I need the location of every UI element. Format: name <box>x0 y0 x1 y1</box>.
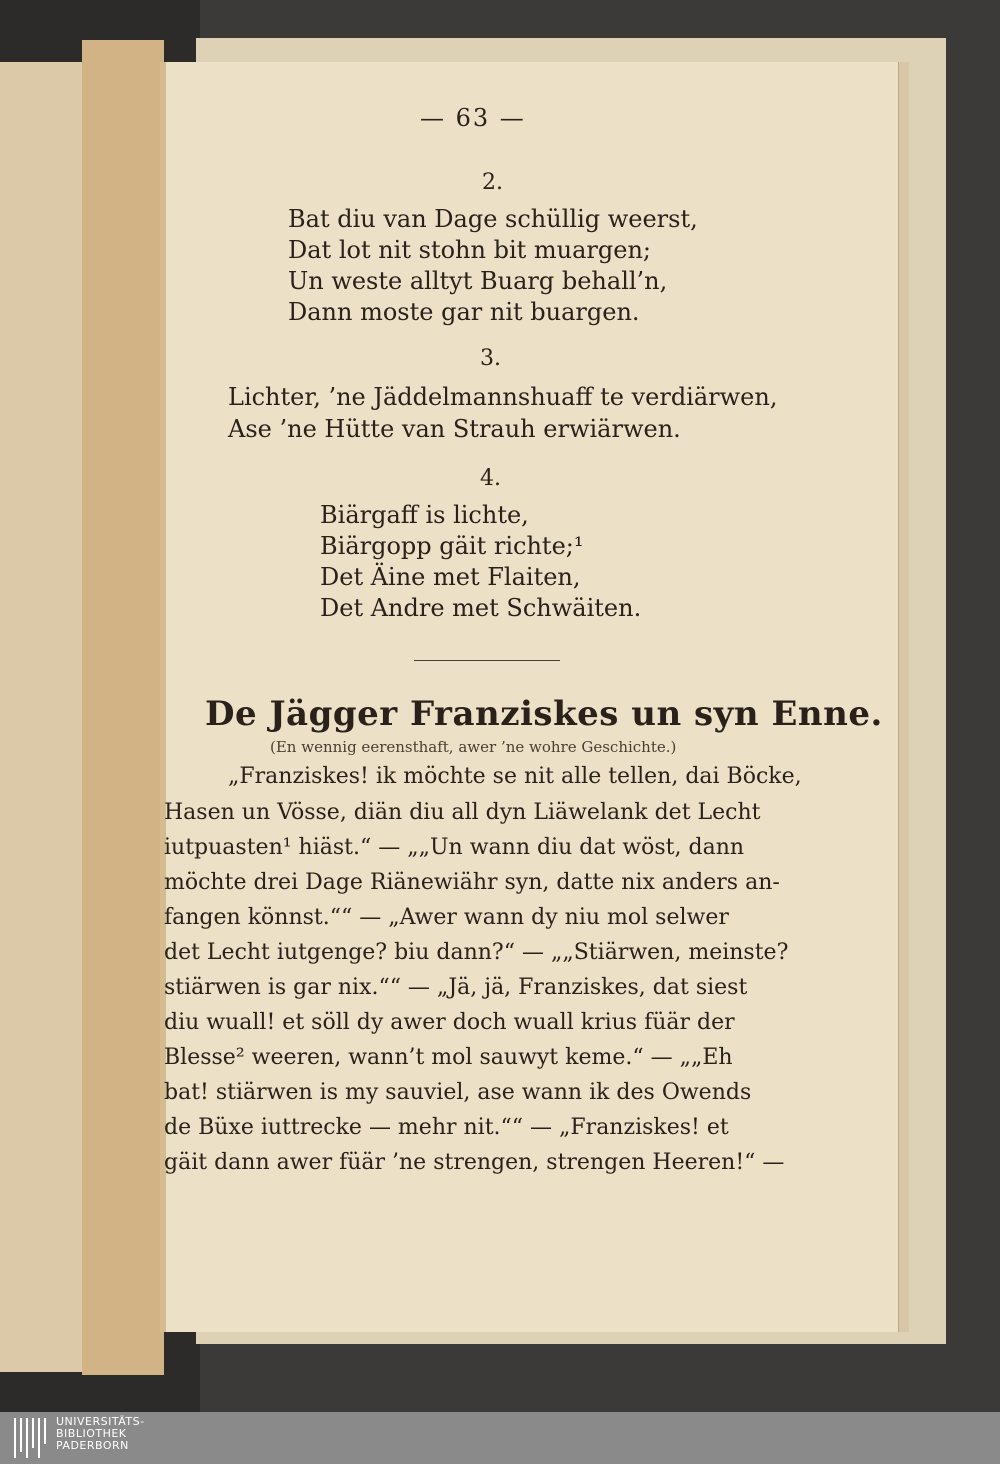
verse-line: Biärgaff is lichte, <box>320 501 529 529</box>
library-name-line: UNIVERSITÄTS- <box>56 1415 145 1428</box>
stanza-number: 2. <box>482 170 503 195</box>
verse-line: Dat lot nit stohn bit muargen; <box>288 236 651 264</box>
verse-line: Det Andre met Schwäiten. <box>320 594 642 622</box>
verse-line: Det Äine met Flaiten, <box>320 563 581 591</box>
prose-line: stiärwen is gar nix.““ — „Jä, jä, Franziskes, dat siest <box>164 975 748 1000</box>
library-name-line: PADERBORN <box>56 1439 129 1452</box>
prose-line: bat! stiärwen is my sauviel, ase wann ik des Owends <box>164 1080 752 1105</box>
prose-line: möchte drei Dage Riänewiähr syn, datte nix anders an- <box>164 870 780 895</box>
prose-line: iutpuasten¹ hiäst.“ — „„Un wann diu dat wöst, dann <box>164 835 745 860</box>
page-number: — 63 — <box>420 104 526 132</box>
section-divider <box>414 660 560 661</box>
verse-line: Biärgopp gäit richte;¹ <box>320 532 584 560</box>
verse-line: Un weste alltyt Buarg behall’n, <box>288 267 668 295</box>
verse-line: Dann moste gar nit buargen. <box>288 298 640 326</box>
library-name <box>56 1416 145 1452</box>
prose-line: de Büxe iuttrecke — mehr nit.““ — „Franziskes! et <box>164 1115 729 1140</box>
gutter-tape-strip <box>82 40 164 1375</box>
verse-line: Bat diu van Dage schüllig weerst, <box>288 205 698 233</box>
prose-line: fangen könnst.““ — „Awer wann dy niu mol selwer <box>164 905 729 930</box>
library-footer <box>0 1412 1000 1464</box>
stanza-number: 4. <box>480 466 501 491</box>
story-subtitle: (En wennig eerensthaft, awer ’ne wohre Geschichte.) <box>270 738 677 756</box>
prose-line: det Lecht iutgenge? biu dann?“ — „„Stiärwen, meinste? <box>164 940 789 965</box>
stanza-number: 3. <box>480 346 501 371</box>
prose-line: Blesse² weeren, wann’t mol sauwyt keme.“ — „„Eh <box>164 1045 733 1070</box>
story-title: De Jägger Franziskes un syn Enne. <box>205 694 883 734</box>
prose-line: Hasen un Vösse, diän diu all dyn Liäwelank det Lecht <box>164 800 761 825</box>
prose-line: „Franziskes! ik möchte se nit alle tellen, dai Böcke, <box>228 764 802 789</box>
prose-line: diu wuall! et söll dy awer doch wuall krius füär der <box>164 1010 735 1035</box>
library-logo-icon <box>14 1418 50 1458</box>
prose-line: gäit dann awer füär ’ne strengen, strengen Heeren!“ — <box>164 1150 785 1175</box>
library-name-line: BIBLIOTHEK <box>56 1427 127 1440</box>
page-edge <box>898 62 909 1332</box>
verse-line: Ase ’ne Hütte van Strauh erwiärwen. <box>228 415 681 443</box>
left-page-edge <box>0 62 84 1372</box>
verse-line: Lichter, ’ne Jäddelmannshuaff te verdiärwen, <box>228 383 778 411</box>
